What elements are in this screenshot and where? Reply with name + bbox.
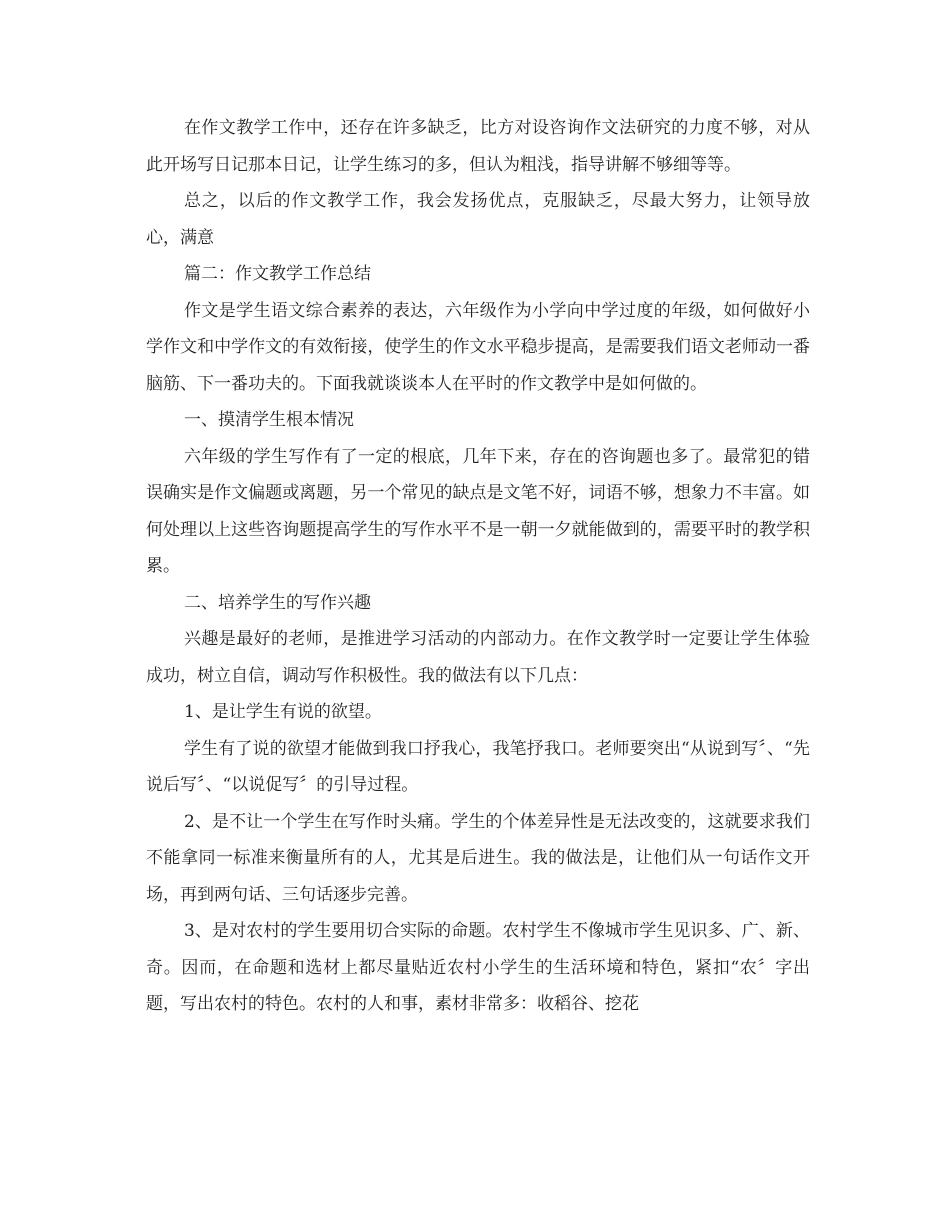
paragraph-speaking-desire: 学生有了说的欲望才能做到我口抒我心，我笔抒我口。老师要突出“从说到写〞、“先说后写〞、“以说促写〞的引导过程。: [146, 738, 810, 795]
heading-section-one: 一、摸清学生根本情况: [184, 410, 354, 430]
paragraph-conclusion: 总之，以后的作文教学工作，我会发扬优点，克服缺乏，尽最大努力，让领导放心，满意: [146, 191, 810, 248]
list-item-2: 2、是不让一个学生在写作时头痛。学生的个体差异性是无法改变的，这就要求我们不能拿同一标准来衡量所有的人，尤其是后进生。我的做法是，让他们从一句话作文开场，再到两句话、三句话逐步完善。: [146, 811, 810, 905]
paragraph-student-basics: 六年级的学生写作有了一定的根底，几年下来，存在的咨询题也多了。最常犯的错误确实是作文偏题或离题，另一个常见的缺点是文笔不好，词语不够，想象力不丰富。如何处理以上这些咨询题提高学生的写作水平不是一朝一夕就能做到的，需要平时的教学积累。: [146, 446, 810, 576]
document-body: [146, 110, 810, 1023]
list-item-3: 3、是对农村的学生要用切合实际的命题。农村学生不像城市学生见识多、广、新、奇。因而，在命题和选材上都尽量贴近农村小学生的生活环境和特色，紧扣“农〞字出题，写出农村的特色。农村的人和事，素材非常多：收稻谷、挖花: [146, 921, 810, 1014]
list-item-1: 1、是让学生有说的欲望。: [184, 702, 382, 722]
section-title-part-two: 篇二：作文教学工作总结: [184, 264, 371, 284]
paragraph-interest: 兴趣是最好的老师，是推进学习活动的内部动力。在作文教学时一定要让学生体验成功，树立自信，调动写作积极性。我的做法有以下几点：: [146, 629, 810, 686]
paragraph-shortcomings: 在作文教学工作中，还存在许多缺乏，比方对设咨询作文法研究的力度不够，对从此开场写日记那本日记，让学生练习的多，但认为粗浅，指导讲解不够细等等。: [146, 118, 810, 175]
paragraph-intro: 作文是学生语文综合素养的表达，六年级作为小学向中学过度的年级，如何做好小学作文和中学作文的有效衔接，使学生的作文水平稳步提高，是需要我们语文老师动一番脑筋、下一番功夫的。下面我就谈谈本人在平时的作文教学中是如何做的。: [146, 300, 810, 394]
heading-section-two: 二、培养学生的写作兴趣: [184, 592, 371, 613]
